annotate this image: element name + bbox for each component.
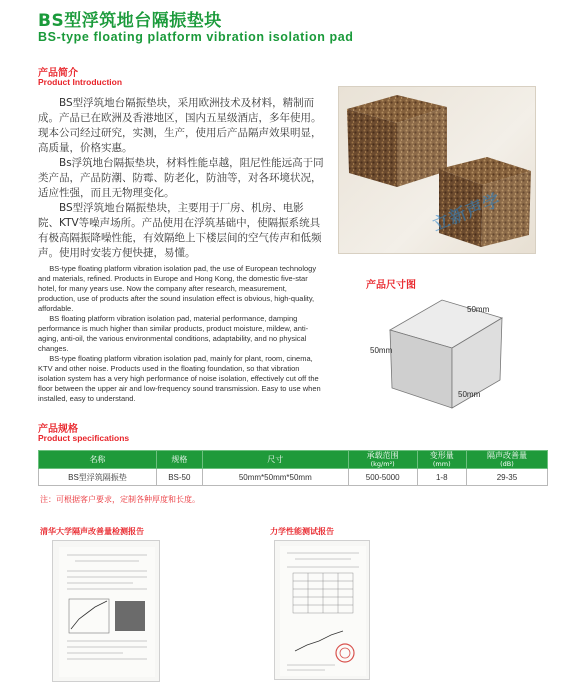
- intro-text-en: [38, 264, 324, 404]
- column-header: 变形量 (mm): [417, 451, 466, 469]
- column-header: 尺寸: [202, 451, 348, 469]
- spec-note: 注：可根据客户要求，定制各种厚度和长度。: [40, 495, 200, 504]
- column-header: 承载范围 (kg/m²): [348, 451, 417, 469]
- intro-paragraph-cn: Bs浮筑地台隔振垫块，材料性能卓越，阻尼性能远高于同类产品，产品防潮、防霉、防老化，防油等，对各环境状况，适应性强，而且无物理变化。: [38, 157, 324, 199]
- acoustic-report-scan: [53, 541, 161, 683]
- mechanics-report-scan: [275, 541, 371, 681]
- table-cell: 29-35: [466, 469, 547, 486]
- brand-watermark: 立新声学: [429, 190, 505, 236]
- column-header: 名称: [39, 451, 157, 469]
- dimension-label-top: 50mm: [467, 305, 490, 314]
- intro-paragraph-en: BS floating platform vibration isolation pad, material performance, damping performance is much higher than similar products, product moisture, mildew, anti-aging, anti-oil, the various environmental conditions, adaptability, and no physical changes.: [38, 314, 309, 353]
- table-cell: BS型浮筑隔振垫: [39, 469, 157, 486]
- column-header: 隔声改善量 (dB): [466, 451, 547, 469]
- intro-text-cn: [38, 96, 324, 261]
- page-subtitle: BS-type floating platform vibration isolation pad: [38, 30, 354, 44]
- column-header: 规格: [156, 451, 202, 469]
- intro-heading-cn: 产品简介: [38, 68, 78, 79]
- size-diagram-heading: 产品尺寸图: [366, 280, 416, 291]
- table-cell: 1-8: [417, 469, 466, 486]
- table-cell: BS-50: [156, 469, 202, 486]
- table-cell: 500-5000: [348, 469, 417, 486]
- specs-heading-cn: 产品规格: [38, 424, 78, 435]
- intro-paragraph-en: BS-type floating platform vibration isolation pad, mainly for plant, room, cinema, KTV and other noise. Products used in the floating foundation, so that vibration isolation system has a very high performance of noise isolation, effectively cut off the floor between the upper air and low-frequency sound transmission. Easy to use when installed, easy to understand.: [38, 354, 321, 403]
- spec-table: [38, 450, 548, 486]
- page-title: BS型浮筑地台隔振垫块: [38, 11, 222, 31]
- report-title-right: 力学性能测试报告: [270, 527, 334, 536]
- intro-paragraph-cn: BS型浮筑地台隔振垫块，主要用于厂房、机房、电影院、KTV等噪声场所。产品使用在浮筑基础中，使隔振系统具有极高隔振降噪性能，有效隔绝上下楼层间的空气传声和低频声。使用时安装方便快捷，易懂。: [38, 202, 322, 259]
- intro-heading-en: Product Introduction: [38, 77, 123, 87]
- intro-paragraph-en: BS-type floating platform vibration isolation pad, the use of European technology and materials, refined. Products in Europe and Hong Kong, the domestic five-star hotel, for many years use. Now the company after research, measurement, production, use of products after the sound insulation effect is obvious, high-quality, affordable.: [38, 264, 317, 313]
- table-row: [39, 469, 548, 486]
- report-image-right: [274, 540, 370, 680]
- report-image-left: [52, 540, 160, 682]
- intro-paragraph-cn: BS型浮筑地台隔振垫块，采用欧洲技术及材料，精制而成。产品已在欧洲及香港地区，国内五星级酒店，多年使用。现本公司经过研究，实测，生产，使用后产品隔声效果明显，高质量，价格实惠。: [38, 97, 322, 154]
- specs-heading-en: Product specifications: [38, 433, 130, 443]
- spec-table-header: [39, 451, 548, 469]
- dimension-label-bottom: 50mm: [458, 390, 481, 399]
- table-cell: 50mm*50mm*50mm: [202, 469, 348, 486]
- report-title-left: 清华大学隔声改善量检测报告: [40, 527, 144, 536]
- dimension-label-left: 50mm: [370, 346, 393, 355]
